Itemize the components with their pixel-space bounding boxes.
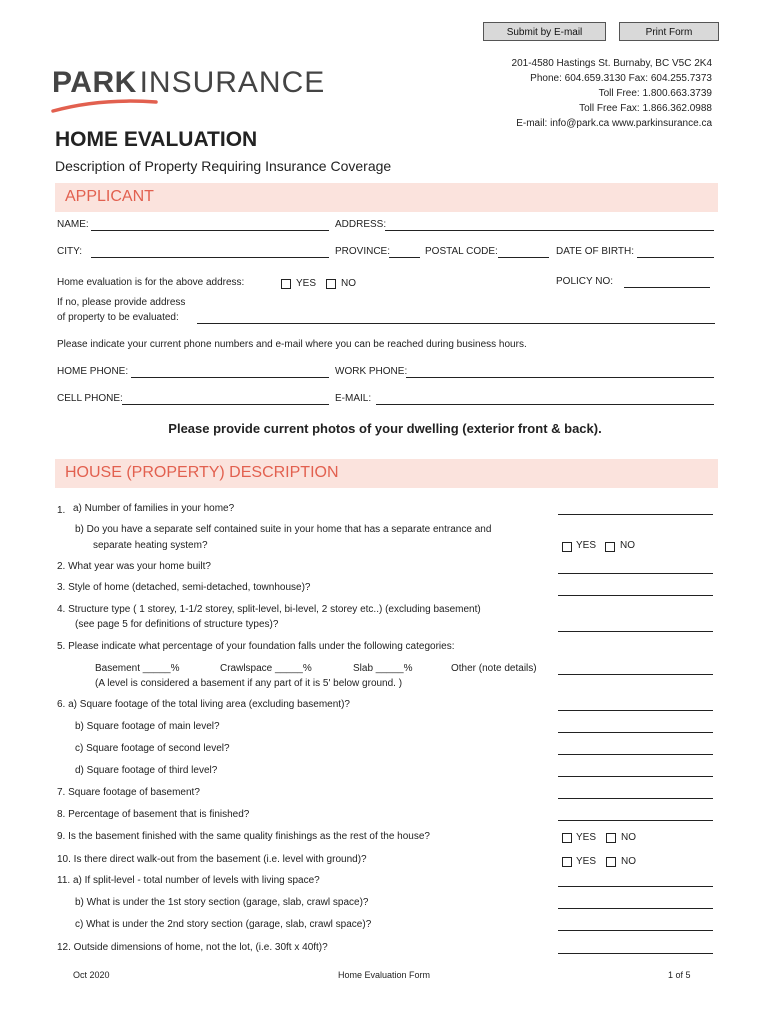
- q11c-field[interactable]: [558, 930, 713, 931]
- q10-no-checkbox[interactable]: [606, 857, 616, 867]
- q1b-yes-label: YES: [576, 540, 597, 551]
- submit-by-email-button[interactable]: Submit by E-mail: [483, 22, 606, 41]
- date-of-birth-field[interactable]: [637, 257, 714, 258]
- q7-label: 7. Square footage of basement?: [57, 787, 200, 798]
- q6a-label: 6. a) Square footage of the total living area (excluding basement)?: [57, 699, 350, 710]
- phone-instructions: Please indicate your current phone numbers and e-mail where you can be reached during business hours.: [57, 339, 527, 350]
- if-no-label-line2: of property to be evaluated:: [57, 312, 179, 323]
- q5-basement-note: (A level is considered a basement if any part of it is 5' below ground. ): [95, 678, 403, 689]
- address-field[interactable]: [385, 230, 714, 231]
- q4-field[interactable]: [558, 631, 713, 632]
- q10-label: 10. Is there direct walk-out from the basement (i.e. level with ground)?: [57, 854, 367, 865]
- q11a-label: 11. a) If split-level - total number of levels with living space?: [57, 875, 320, 886]
- city-label: CITY:: [57, 246, 83, 257]
- q1a-label: a) Number of families in your home?: [73, 503, 235, 514]
- q10-no-label: NO: [621, 856, 636, 867]
- q9-yes-label: YES: [576, 832, 597, 843]
- house-section-header: [55, 459, 718, 488]
- contact-address: 201-4580 Hastings St. Burnaby, BC V5C 2K4: [511, 58, 712, 69]
- q12-field[interactable]: [558, 953, 713, 954]
- q6b-label: b) Square footage of main level?: [75, 721, 220, 732]
- address-label: ADDRESS:: [335, 219, 387, 230]
- footer-form-name: Home Evaluation Form: [338, 970, 431, 980]
- park-insurance-logo: [52, 66, 325, 100]
- q1b-no-label: NO: [620, 540, 635, 551]
- work-phone-label: WORK PHONE:: [335, 366, 408, 377]
- q5-slab: Slab _____%: [353, 663, 413, 674]
- province-label: PROVINCE:: [335, 246, 391, 257]
- postal-code-field[interactable]: [498, 257, 549, 258]
- q8-field[interactable]: [558, 820, 713, 821]
- page-title: HOME EVALUATION: [55, 128, 258, 151]
- q6a-field[interactable]: [558, 710, 713, 711]
- city-field[interactable]: [91, 257, 329, 258]
- q1b-label-line1: b) Do you have a separate self contained suite in your home that has a separate entrance and: [75, 524, 492, 535]
- q1b-label-line2: separate heating system?: [93, 540, 208, 551]
- q9-yes-checkbox[interactable]: [562, 833, 572, 843]
- q1b-yes-checkbox[interactable]: [562, 542, 572, 552]
- house-section-title: HOUSE (PROPERTY) DESCRIPTION: [65, 464, 339, 481]
- cell-phone-label: CELL PHONE:: [57, 393, 123, 404]
- q5-other: Other (note details): [451, 663, 537, 674]
- eval-no-label: NO: [341, 278, 356, 289]
- q11c-label: c) What is under the 2nd story section (garage, slab, crawl space)?: [75, 919, 372, 930]
- eval-yes-label: YES: [296, 278, 317, 289]
- footer-date: Oct 2020: [73, 970, 110, 980]
- page-subtitle: Description of Property Requiring Insurance Coverage: [55, 158, 392, 174]
- q6c-field[interactable]: [558, 754, 713, 755]
- province-field[interactable]: [389, 257, 420, 258]
- applicant-section-header: [55, 183, 718, 212]
- postal-code-label: POSTAL CODE:: [425, 246, 498, 257]
- contact-email-web: E-mail: info@park.ca www.parkinsurance.ca: [516, 118, 712, 129]
- email-field[interactable]: [376, 404, 714, 405]
- cell-phone-field[interactable]: [122, 404, 329, 405]
- work-phone-field[interactable]: [406, 377, 714, 378]
- q5-other-field[interactable]: [558, 674, 713, 675]
- q11b-label: b) What is under the 1st story section (garage, slab, crawl space)?: [75, 897, 369, 908]
- home-phone-field[interactable]: [131, 377, 329, 378]
- q11b-field[interactable]: [558, 908, 713, 909]
- q9-no-label: NO: [621, 832, 636, 843]
- eval-no-checkbox[interactable]: [326, 279, 336, 289]
- logo-swoosh-icon: [50, 96, 160, 114]
- q5-basement: Basement _____%: [95, 663, 180, 674]
- q4-label-line2: (see page 5 for definitions of structure types)?: [75, 619, 279, 630]
- q6d-label: d) Square footage of third level?: [75, 765, 218, 776]
- photo-request-note: Please provide current photos of your dwelling (exterior front & back).: [168, 421, 602, 436]
- q6d-field[interactable]: [558, 776, 713, 777]
- eval-address-question: Home evaluation is for the above address:: [57, 277, 245, 288]
- name-field[interactable]: [91, 230, 329, 231]
- q1a-field[interactable]: [558, 514, 713, 515]
- policy-no-label: POLICY NO:: [556, 276, 614, 287]
- q1b-no-checkbox[interactable]: [605, 542, 615, 552]
- q12-label: 12. Outside dimensions of home, not the lot, (i.e. 30ft x 40ft)?: [57, 942, 328, 953]
- q5-crawlspace: Crawlspace _____%: [220, 663, 312, 674]
- eval-yes-checkbox[interactable]: [281, 279, 291, 289]
- q9-no-checkbox[interactable]: [606, 833, 616, 843]
- q3-field[interactable]: [558, 595, 713, 596]
- print-form-button[interactable]: Print Form: [619, 22, 719, 41]
- q8-label: 8. Percentage of basement that is finished?: [57, 809, 250, 820]
- contact-phone-fax: Phone: 604.659.3130 Fax: 604.255.7373: [530, 73, 712, 84]
- q9-label: 9. Is the basement finished with the same quality finishings as the rest of the house?: [57, 831, 430, 842]
- footer-page-number: 1 of 5: [668, 970, 691, 980]
- policy-no-field[interactable]: [624, 287, 710, 288]
- alternate-property-address-field[interactable]: [197, 323, 715, 324]
- q1-number: 1.: [57, 505, 66, 516]
- q11a-field[interactable]: [558, 886, 713, 887]
- q7-field[interactable]: [558, 798, 713, 799]
- q6b-field[interactable]: [558, 732, 713, 733]
- logo-park-text: PARK: [52, 66, 137, 99]
- contact-toll-free: Toll Free: 1.800.663.3739: [598, 88, 712, 99]
- q2-label: 2. What year was your home built?: [57, 561, 211, 572]
- q3-label: 3. Style of home (detached, semi-detached, townhouse)?: [57, 582, 311, 593]
- q2-field[interactable]: [558, 573, 713, 574]
- q4-label-line1: 4. Structure type ( 1 storey, 1-1/2 storey, split-level, bi-level, 2 storey etc..) (excluding basement): [57, 604, 481, 615]
- q10-yes-checkbox[interactable]: [562, 857, 572, 867]
- home-phone-label: HOME PHONE:: [57, 366, 129, 377]
- name-label: NAME:: [57, 219, 89, 230]
- contact-toll-free-fax: Toll Free Fax: 1.866.362.0988: [579, 103, 712, 114]
- q10-yes-label: YES: [576, 856, 597, 867]
- date-of-birth-label: DATE OF BIRTH:: [556, 246, 634, 257]
- if-no-label-line1: If no, please provide address: [57, 297, 186, 308]
- logo-insurance-text: INSURANCE: [139, 66, 326, 99]
- email-label: E-MAIL:: [335, 393, 372, 404]
- q5-label: 5. Please indicate what percentage of your foundation falls under the following categories:: [57, 641, 455, 652]
- q6c-label: c) Square footage of second level?: [75, 743, 230, 754]
- contact-info: [512, 56, 712, 131]
- applicant-section-title: APPLICANT: [65, 188, 154, 205]
